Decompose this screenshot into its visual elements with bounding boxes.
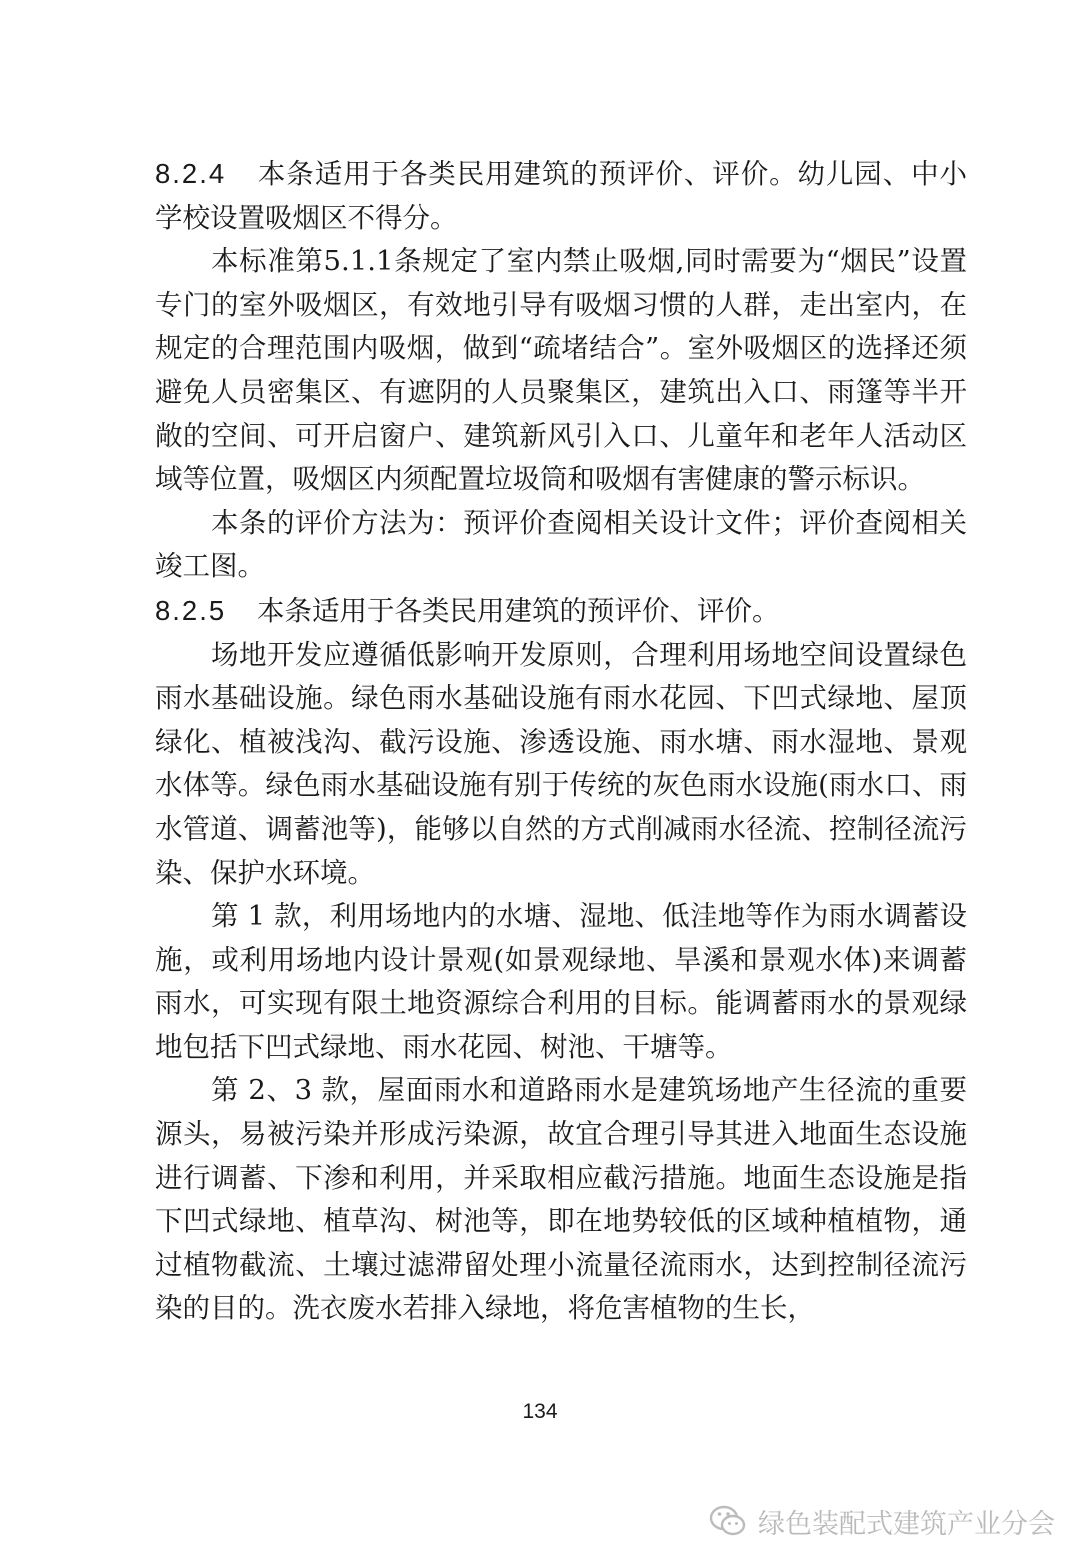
clause-number: 8.2.5 xyxy=(155,594,227,626)
paragraph-clause-8-2-4 xyxy=(155,152,967,240)
paragraph: 本标准第5.1.1条规定了室内禁止吸烟,同时需要为“烟民”设置专门的室外吸烟区，有效地引导有吸烟习惯的人群，走出室内，在规定的合理范围内吸烟，做到“疏堵结合”。室外吸烟区的选择还须避免人员密集区、有遮阴的人员聚集区，建筑出入口、雨篷等半开敞的空间、可开启窗户、建筑新风引入口、儿童年和老年人活动区域等位置，吸烟区内须配置垃圾筒和吸烟有害健康的警示标识。 xyxy=(155,245,967,496)
paragraph-clause-8-2-5 xyxy=(155,589,967,634)
paragraph-text: 本条适用于各类民用建筑的预评价、评价。幼儿园、中小学校设置吸烟区不得分。 xyxy=(155,158,967,234)
clause-number: 8.2.4 xyxy=(155,158,227,189)
watermark xyxy=(708,1496,1055,1546)
watermark-text: 绿色装配式建筑产业分会 xyxy=(758,1508,1055,1540)
paragraph: 场地开发应遵循低影响开发原则，合理利用场地空间设置绿色雨水基础设施。绿色雨水基础设施有雨水花园、下凹式绿地、屋顶绿化、植被浅沟、截污设施、渗透设施、雨水塘、雨水湿地、景观水体等。绿色雨水基础设施有别于传统的灰色雨水设施(雨水口、雨水管道、调蓄池等)，能够以自然的方式削减雨水径流、控制径流污染、保护水环境。 xyxy=(155,638,967,889)
document-body xyxy=(155,152,967,1331)
page-number: 134 xyxy=(522,1400,558,1423)
paragraph-text: 本条适用于各类民用建筑的预评价、评价。 xyxy=(257,594,780,627)
paragraph: 本条的评价方法为：预评价查阅相关设计文件；评价查阅相关竣工图。 xyxy=(155,506,967,583)
wechat-icon xyxy=(708,1501,748,1541)
paragraph: 第 1 款，利用场地内的水塘、湿地、低洼地等作为雨水调蓄设施，或利用场地内设计景观(如景观绿地、旱溪和景观水体)来调蓄雨水，可实现有限土地资源综合利用的目标。能调蓄雨水的景观绿地包括下凹式绿地、雨水花园、树池、干塘等。 xyxy=(155,900,967,1063)
paragraph: 第 2、3 款，屋面雨水和道路雨水是建筑场地产生径流的重要源头，易被污染并形成污染源，故宜合理引导其进入地面生态设施进行调蓄、下渗和利用，并采取相应截污措施。地面生态设施是指下凹式绿地、植草沟、树池等，即在地势较低的区域种植植物，通过植物截流、土壤过滤滞留处理小流量径流雨水，达到控制径流污染的目的。洗衣废水若排入绿地，将危害植物的生长， xyxy=(155,1074,967,1325)
